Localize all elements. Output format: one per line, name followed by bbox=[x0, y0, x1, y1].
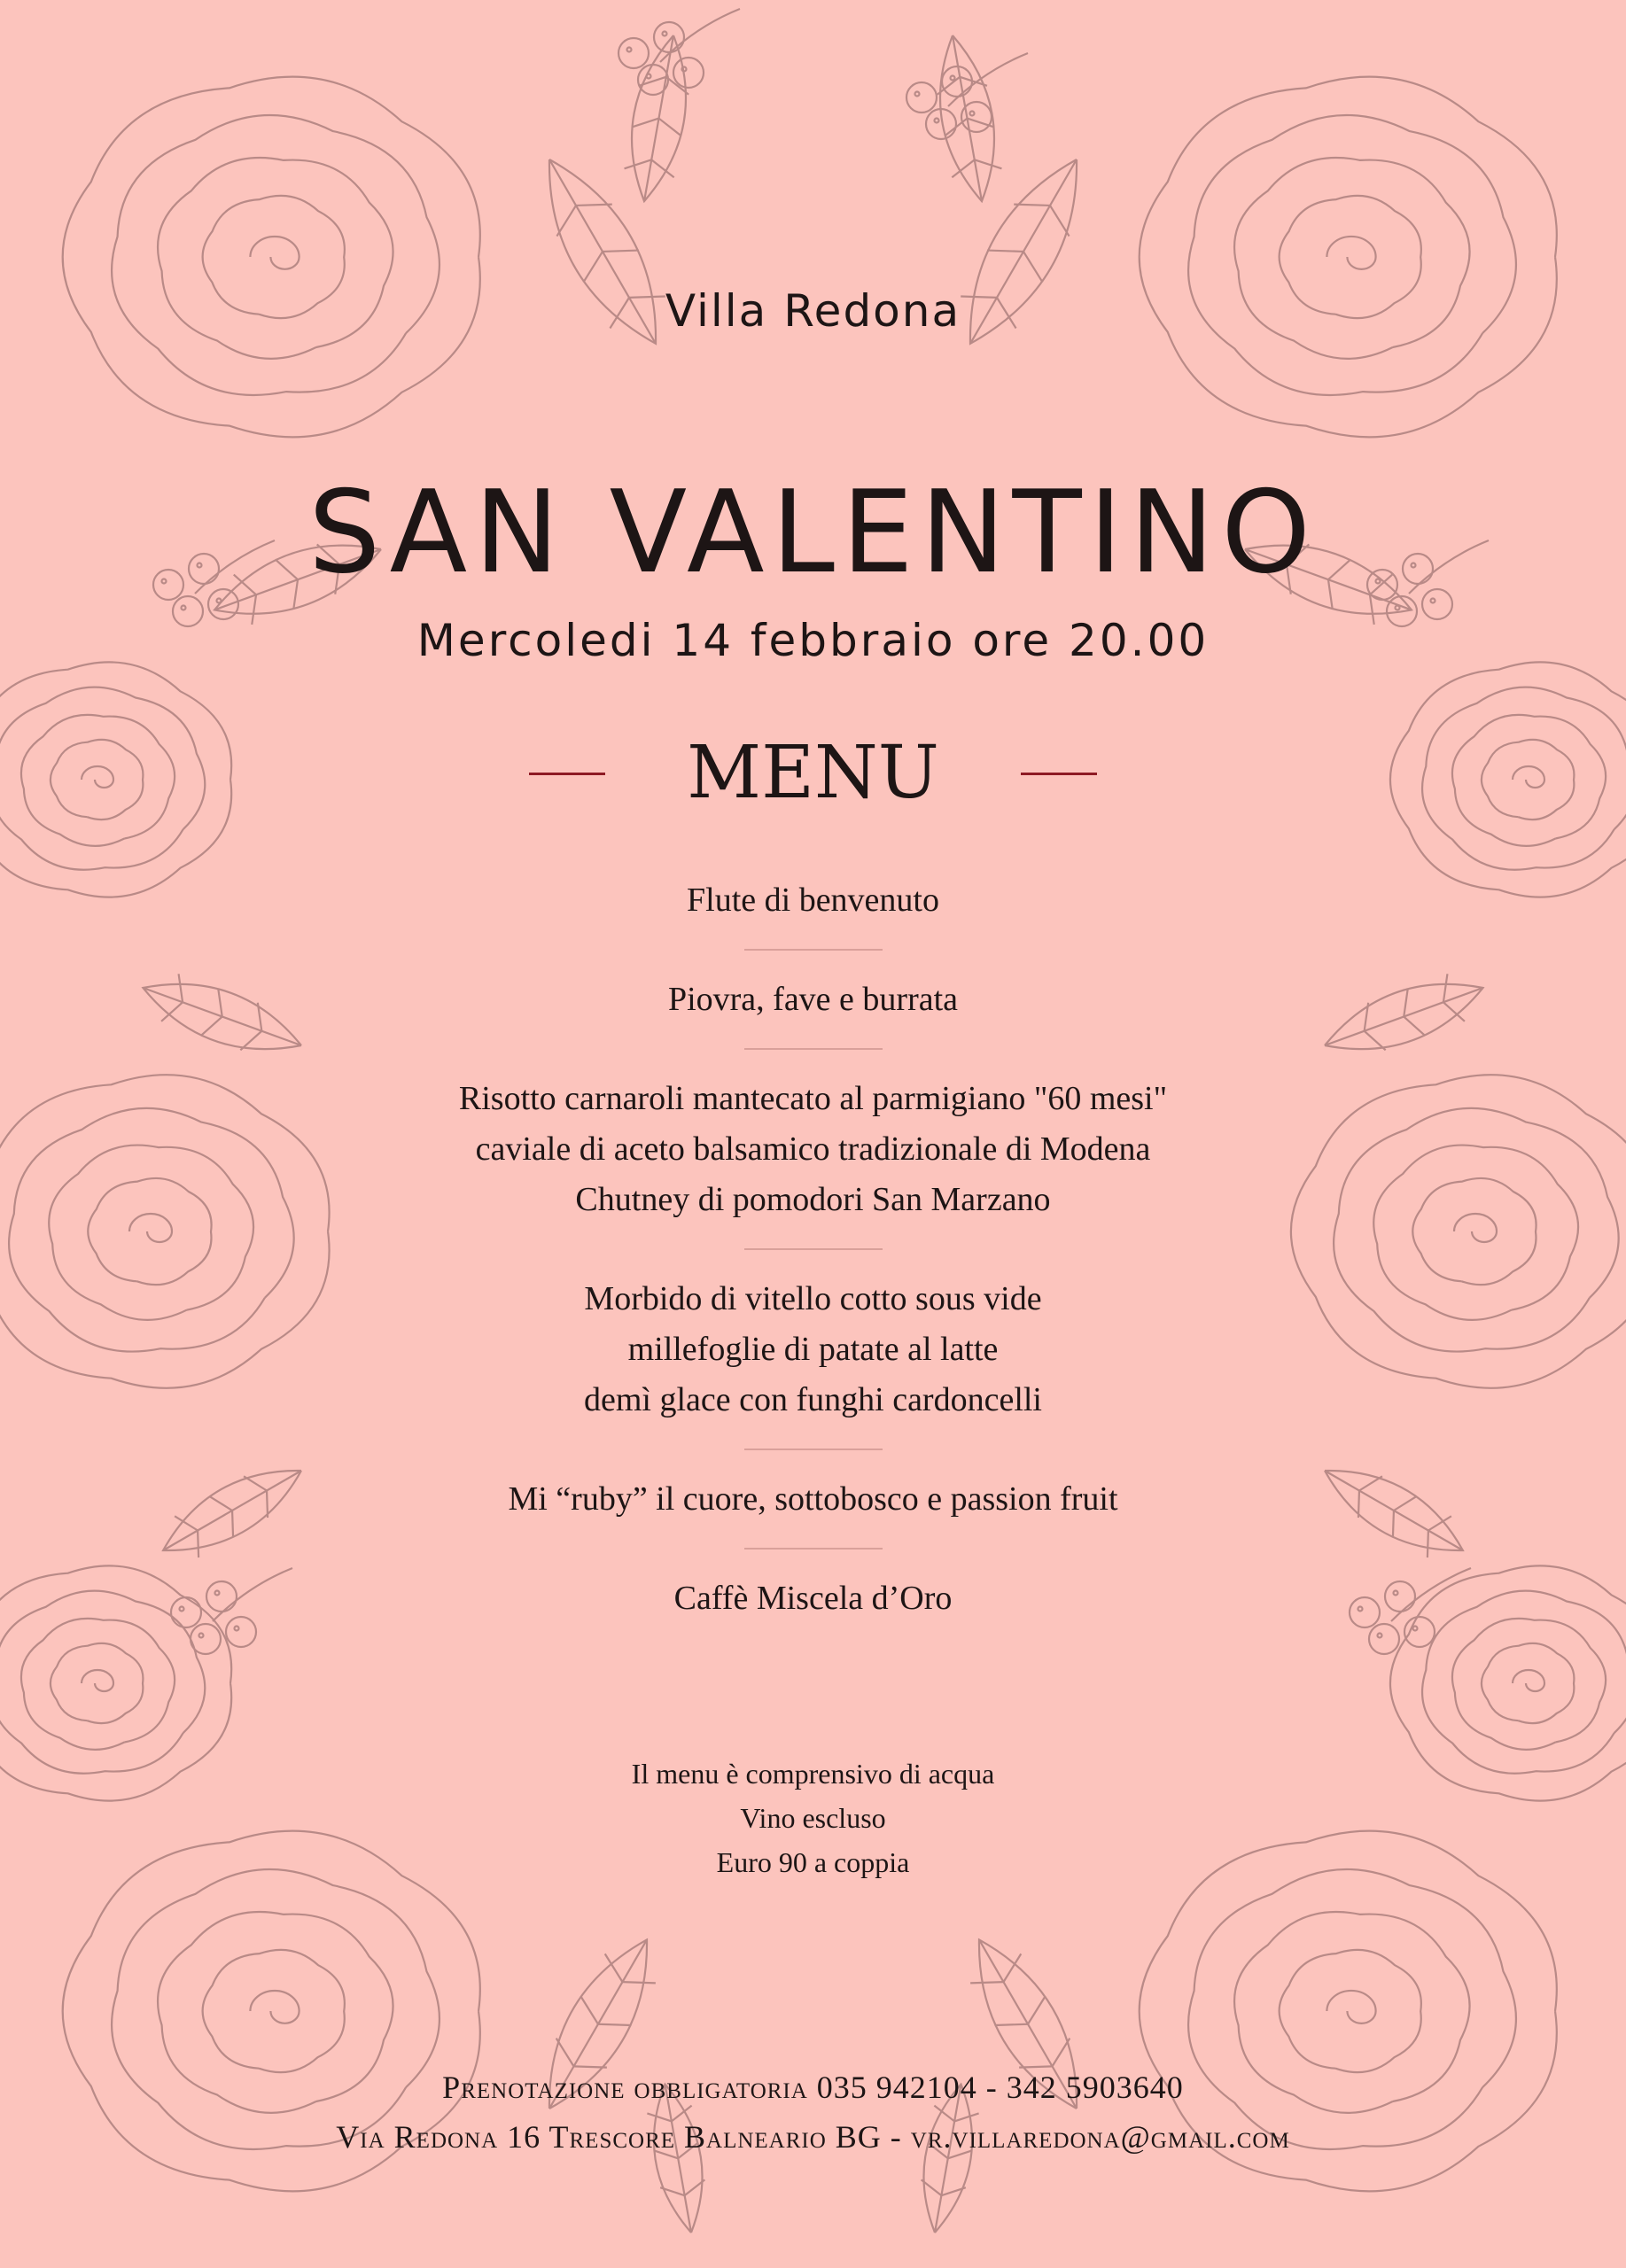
address-info: Via Redona 16 Trescore Balneario BG - vr.villaredona@gmail.com bbox=[336, 2119, 1290, 2155]
note-wine: Vino escluso bbox=[740, 1802, 886, 1834]
course-main bbox=[0, 1274, 1626, 1425]
event-date: Mercoledi 14 febbraio ore 20.00 bbox=[416, 615, 1210, 666]
contact-footer bbox=[0, 2062, 1626, 2162]
course-separator bbox=[744, 949, 883, 951]
course-line: Caffè Miscela d’Oro bbox=[673, 1580, 953, 1617]
booking-info: Prenotazione obbligatoria 035 942104 - 342 5903640 bbox=[442, 2070, 1184, 2105]
course-line: Chutney di pomodori San Marzano bbox=[575, 1181, 1051, 1218]
course-line: Piovra, fave e burrata bbox=[667, 981, 959, 1018]
course-welcome bbox=[0, 875, 1626, 926]
menu-heading bbox=[0, 731, 1626, 815]
course-line: Mi “ruby” il cuore, sottobosco e passion fruit bbox=[508, 1480, 1118, 1518]
course-line: Risotto carnaroli mantecato al parmigiano "60 mesi" bbox=[458, 1080, 1168, 1117]
heading-rule-right bbox=[1021, 773, 1097, 775]
course-separator bbox=[744, 1449, 883, 1450]
note-water: Il menu è comprensivo di acqua bbox=[631, 1758, 995, 1790]
course-line: Morbido di vitello cotto sous vide bbox=[584, 1280, 1042, 1317]
event-title: SAN VALENTINO bbox=[308, 467, 1318, 599]
heading-rule-left bbox=[529, 773, 605, 775]
course-line: millefoglie di patate al latte bbox=[627, 1331, 999, 1368]
course-separator bbox=[744, 1048, 883, 1050]
menu-notes bbox=[0, 1751, 1626, 1884]
course-line: caviale di aceto balsamico tradizionale di Modena bbox=[475, 1130, 1151, 1168]
note-price: Euro 90 a coppia bbox=[716, 1846, 910, 1878]
course-line: demì glace con funghi cardoncelli bbox=[583, 1381, 1042, 1418]
course-separator bbox=[744, 1248, 883, 1250]
course-line: Flute di benvenuto bbox=[687, 882, 939, 919]
course-dessert bbox=[0, 1474, 1626, 1525]
course-separator bbox=[744, 1548, 883, 1550]
menu-heading-label: MENU bbox=[687, 731, 939, 815]
brand-name: Villa Redona bbox=[665, 285, 961, 337]
course-risotto bbox=[0, 1074, 1626, 1225]
menu-courses bbox=[0, 875, 1626, 1624]
course-coffee bbox=[0, 1573, 1626, 1624]
course-starter bbox=[0, 975, 1626, 1025]
